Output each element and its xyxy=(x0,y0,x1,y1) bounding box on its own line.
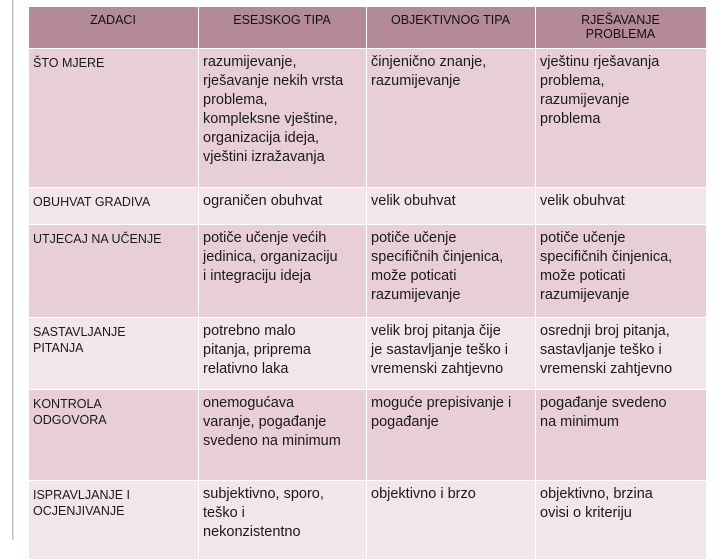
header-esejskog-tipa: ESEJSKOG TIPA xyxy=(199,7,367,49)
table-cell: činjenično znanje, razumijevanje xyxy=(367,49,536,188)
header-zadaci: ZADACI xyxy=(29,7,199,49)
table-row xyxy=(29,318,707,390)
table-cell: onemogućava varanje, pogađanje svedeno na minimum xyxy=(199,390,367,481)
table-cell: subjektivno, sporo, teško i nekonzistentno xyxy=(199,481,367,560)
row-label: ISPRAVLJANJE I OCJENJIVANJE xyxy=(29,481,199,560)
table-row xyxy=(29,49,707,188)
table-cell: velik obuhvat xyxy=(367,188,536,225)
slide-left-border xyxy=(12,0,14,540)
header-rjesavanje-problema: RJEŠAVANJE PROBLEMA xyxy=(536,7,707,49)
table-cell: objektivno, brzina ovisi o kriteriju xyxy=(536,481,707,560)
table-row xyxy=(29,188,707,225)
table-cell: osrednji broj pitanja, sastavljanje teško i vremenski zahtjevno xyxy=(536,318,707,390)
table-cell: vještinu rješavanja problema, razumijevanje problema xyxy=(536,49,707,188)
row-label: KONTROLA ODGOVORA xyxy=(29,390,199,481)
table-cell: velik broj pitanja čije je sastavljanje teško i vremenski zahtjevno xyxy=(367,318,536,390)
row-label: SASTAVLJANJE PITANJA xyxy=(29,318,199,390)
row-label: OBUHVAT GRADIVA xyxy=(29,188,199,225)
table-row xyxy=(29,481,707,560)
table-cell: moguće prepisivanje i pogađanje xyxy=(367,390,536,481)
header-objektivnog-tipa: OBJEKTIVNOG TIPA xyxy=(367,7,536,49)
row-label: ŠTO MJERE xyxy=(29,49,199,188)
table-cell: potrebno malo pitanja, priprema relativno laka xyxy=(199,318,367,390)
table-row xyxy=(29,390,707,481)
table-cell: ograničen obuhvat xyxy=(199,188,367,225)
table-cell: potiče učenje specifičnih činjenica, može poticati razumijevanje xyxy=(536,225,707,318)
row-label: UTJECAJ NA UČENJE xyxy=(29,225,199,318)
table-cell: potiče učenje većih jedinica, organizaciju i integraciju ideja xyxy=(199,225,367,318)
table-cell: velik obuhvat xyxy=(536,188,707,225)
header-row xyxy=(29,7,707,49)
table-cell: pogađanje svedeno na minimum xyxy=(536,390,707,481)
comparison-table xyxy=(28,6,707,560)
table-row xyxy=(29,225,707,318)
table-cell: razumijevanje, rješavanje nekih vrsta problema, kompleksne vještine, organizacija ideja, vještini izražavanja xyxy=(199,49,367,188)
table-cell: potiče učenje specifičnih činjenica, može poticati razumijevanje xyxy=(367,225,536,318)
table-cell: objektivno i brzo xyxy=(367,481,536,560)
